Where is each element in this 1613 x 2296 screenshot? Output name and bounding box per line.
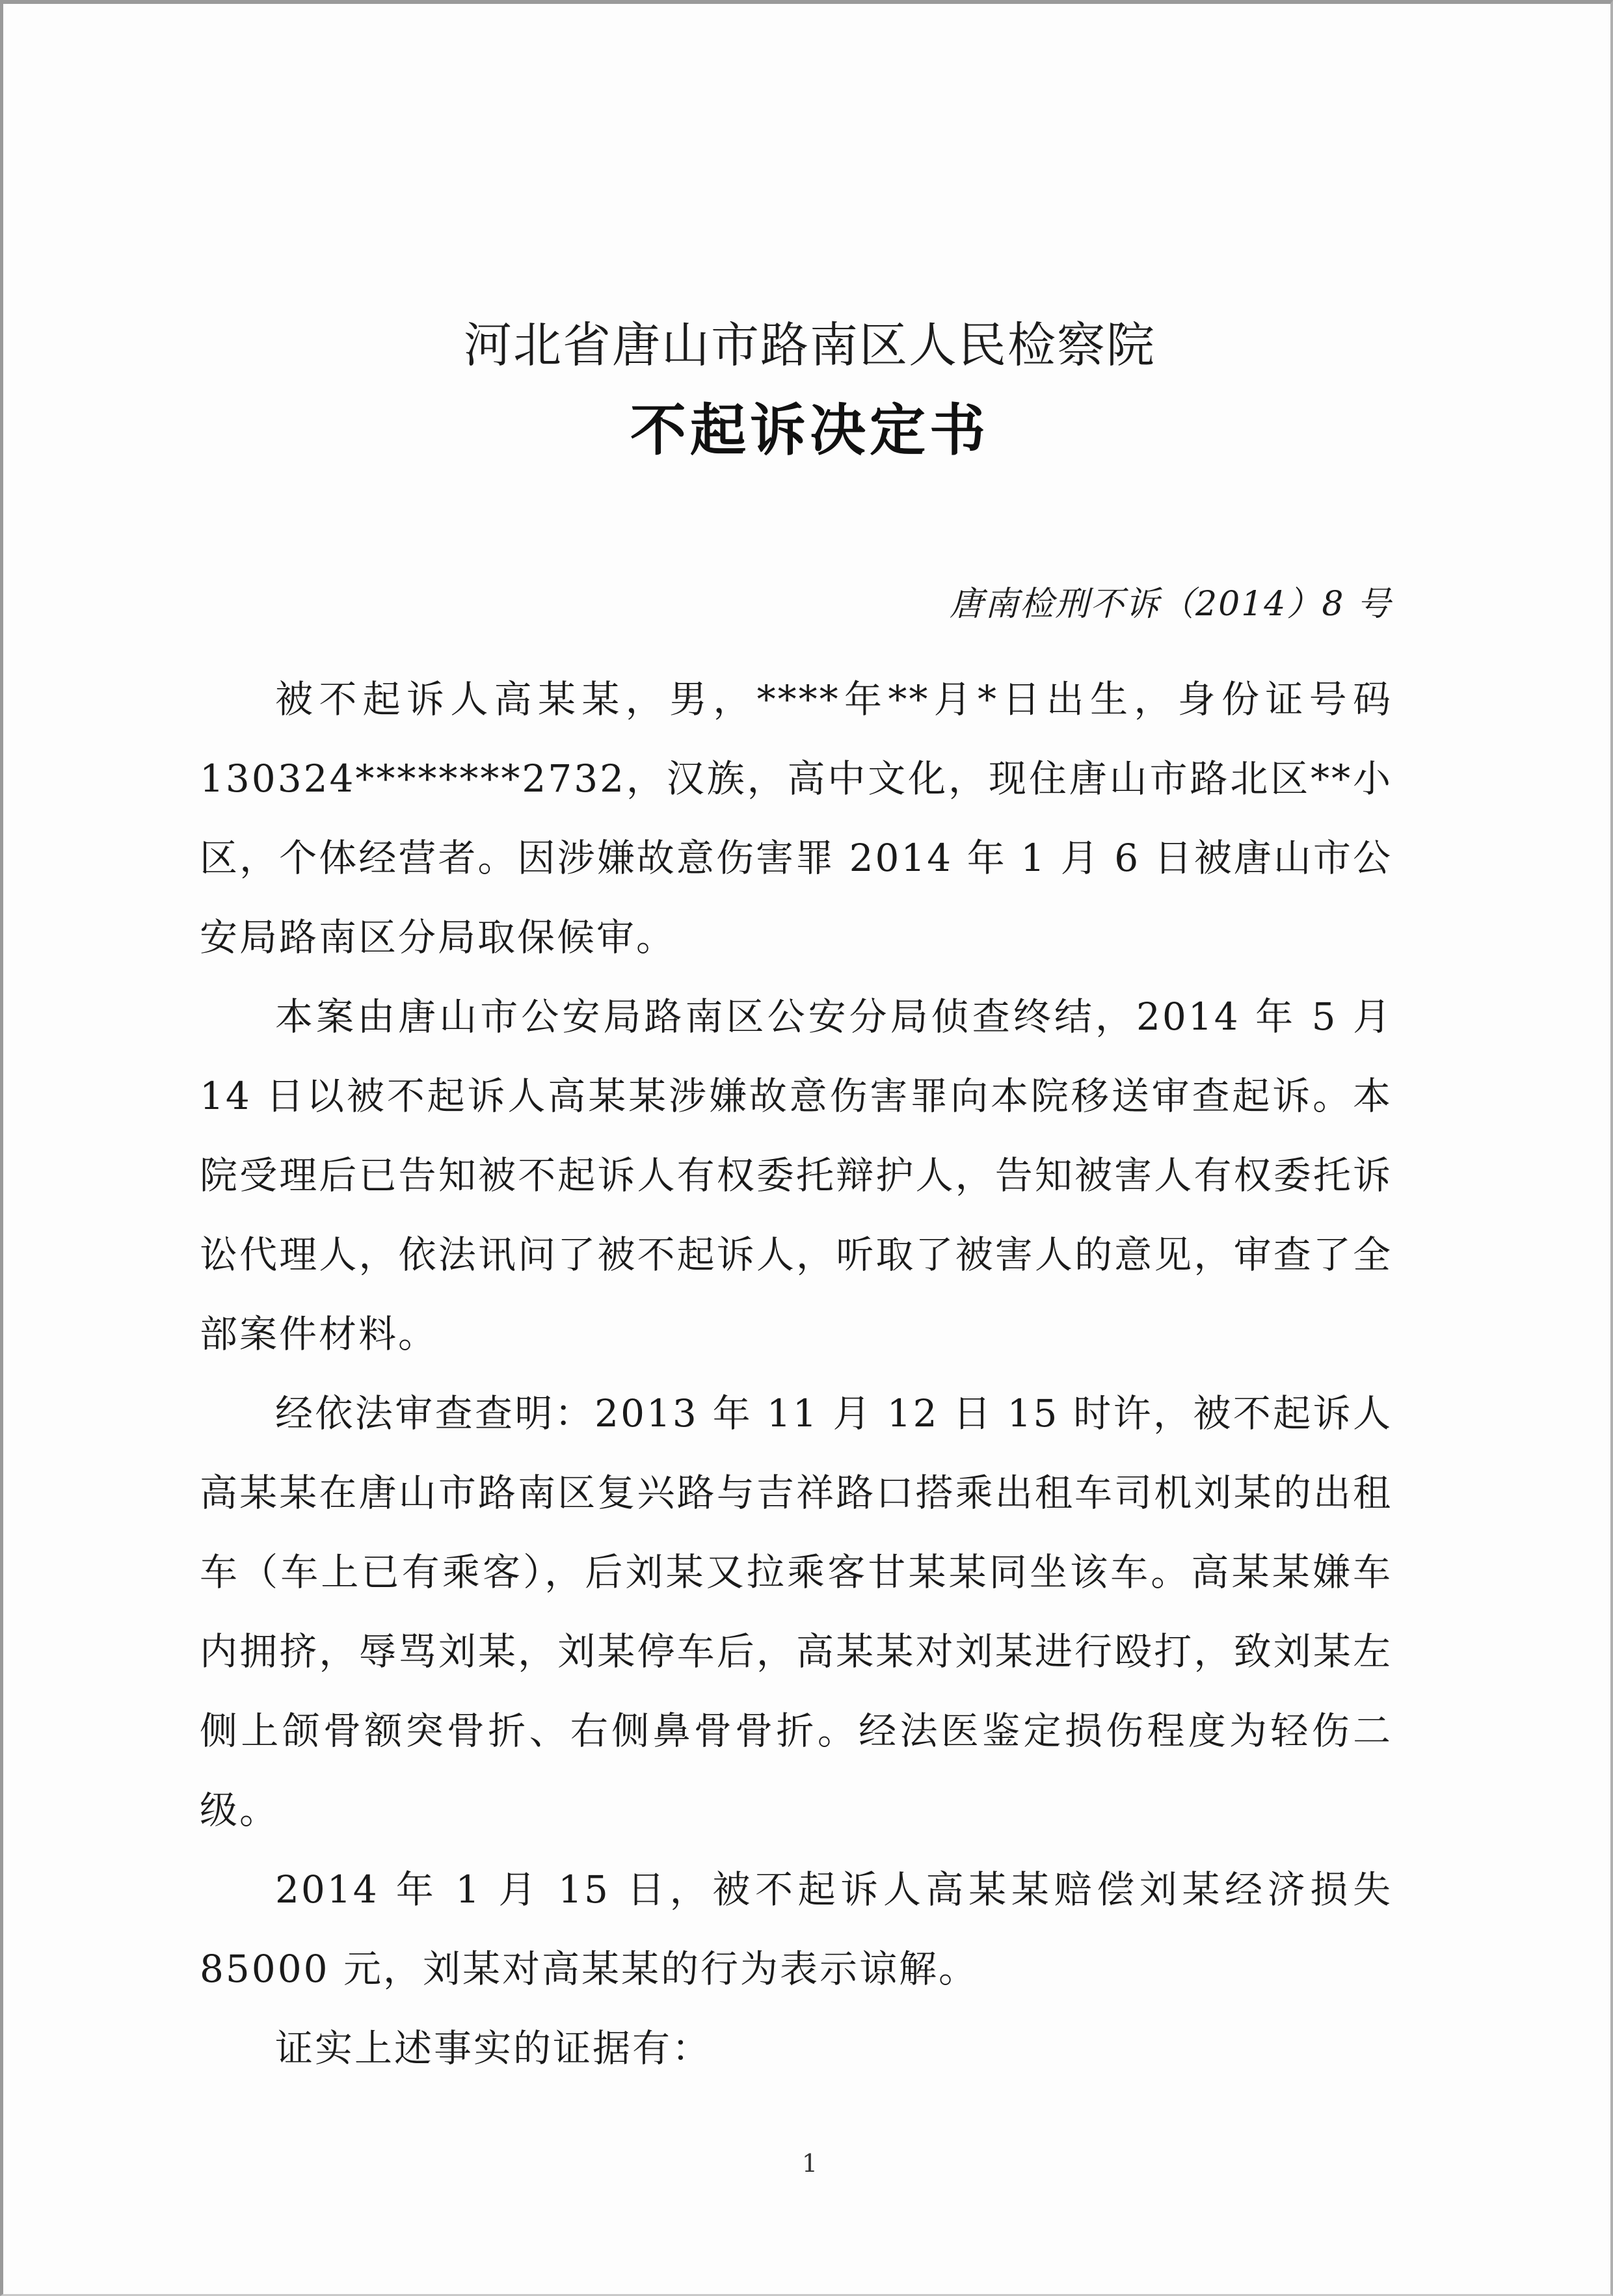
case-number: 唐南检刑不诉（2014）8 号 bbox=[950, 585, 1392, 624]
page-number: 1 bbox=[801, 2149, 818, 2178]
paragraph-defendant-info: 被不起诉人高某某，男，****年**月*日出生，身份证号码130324********2732，汉族，高中文化，现住唐山市路北区**小区，个体经营者。因涉嫌故意伤害罪 2014 年 1 月 6 日被唐山市公安局路南区分局取保候审。 bbox=[200, 677, 1393, 959]
paragraph-facts: 经依法审查查明：2013 年 11 月 12 日 15 时许，被不起诉人高某某在唐山市路南区复兴路与吉祥路口搭乘出租车司机刘某的出租车（车上已有乘客），后刘某又拉乘客甘某某同坐该车。高某某嫌车内拥挤，辱骂刘某，刘某停车后，高某某对刘某进行殴打，致刘某左侧上颌骨额突骨折、右侧鼻骨骨折。经法医鉴定损伤程度为轻伤二级。 bbox=[200, 1391, 1393, 1832]
paragraph-evidence-intro: 证实上述事实的证据有： bbox=[275, 2026, 712, 2070]
document-body bbox=[200, 660, 1393, 2088]
document-title: 不起诉决定书 bbox=[630, 398, 989, 463]
paragraph-case-transfer: 本案由唐山市公安局路南区公安分局侦查终结，2014 年 5 月 14 日以被不起诉人高某某涉嫌故意伤害罪向本院移送审查起诉。本院受理后已告知被不起诉人有权委托辩护人，告知被害人有权委托诉讼代理人，依法讯问了被不起诉人，听取了被害人的意见，审查了全部案件材料。 bbox=[200, 994, 1393, 1356]
paragraph-compensation: 2014 年 1 月 15 日，被不起诉人高某某赔偿刘某经济损失85000 元，刘某对高某某的行为表示谅解。 bbox=[200, 1867, 1393, 1991]
organization-title: 河北省唐山市路南区人民检察院 bbox=[464, 317, 1156, 373]
